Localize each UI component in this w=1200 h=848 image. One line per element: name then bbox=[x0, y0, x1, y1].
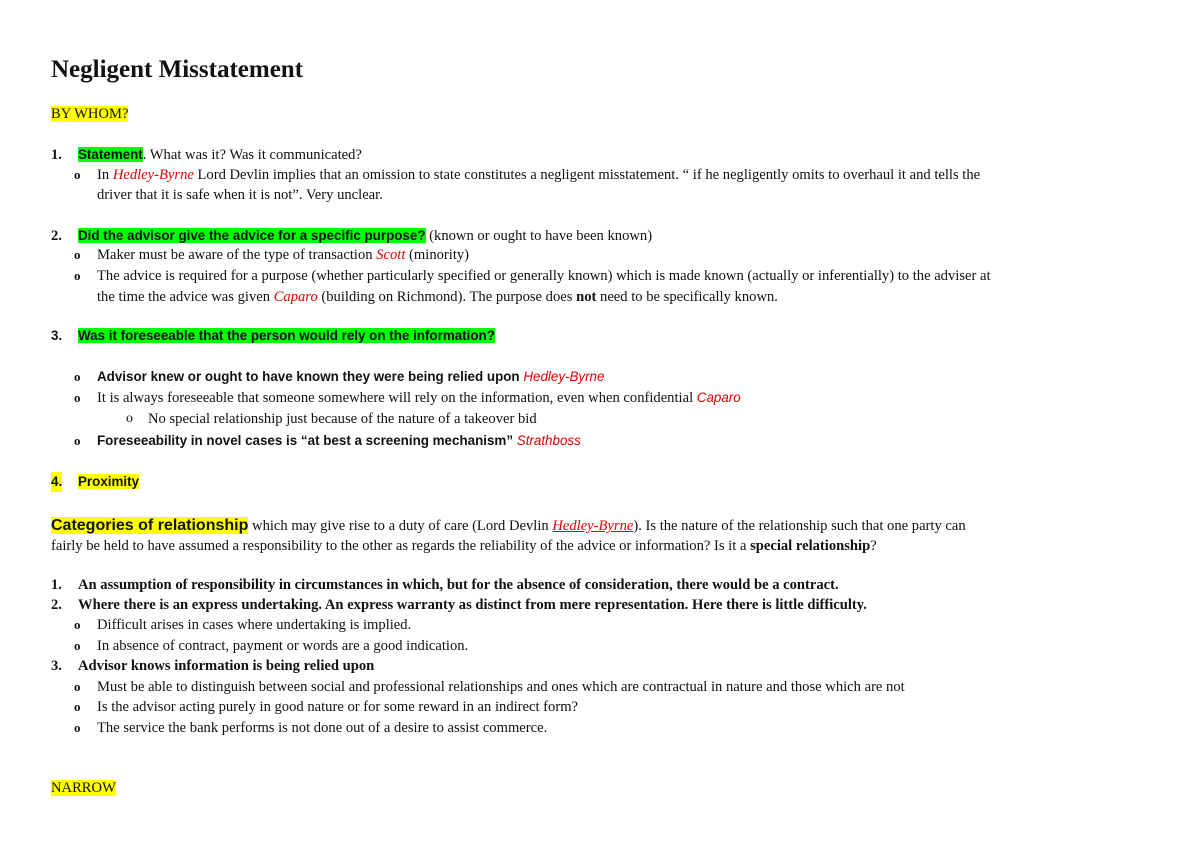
page-title: Negligent Misstatement bbox=[51, 56, 304, 83]
by-whom-highlight: BY WHOM? bbox=[51, 106, 129, 122]
bullet-icon: o bbox=[74, 679, 81, 694]
s2-bullet2-cont bbox=[97, 287, 778, 307]
categories-pre: which may give rise to a duty of care (Lord Devlin bbox=[248, 518, 553, 534]
s3-number: 3. bbox=[51, 328, 63, 343]
cat-item3-number: 3. bbox=[51, 658, 62, 674]
bullet-icon: o bbox=[74, 369, 81, 384]
s3-b1-text: Advisor knew or ought to have known they were being relied upon bbox=[97, 369, 524, 384]
case-hedley-byrne: Hedley-Byrne bbox=[112, 167, 194, 183]
cat-item2: Where there is an express undertaking. An express warranty as distinct from mere representation. Here there is little difficulty. bbox=[78, 597, 867, 613]
s4-line bbox=[78, 472, 139, 492]
case-hedley-byrne: Hedley-Byrne bbox=[523, 369, 605, 384]
case-caparo: Caparo bbox=[273, 289, 318, 305]
bullet-icon: o bbox=[74, 390, 81, 405]
s2-b1-post: (minority) bbox=[405, 247, 470, 263]
s1-bullet1 bbox=[97, 165, 980, 185]
s3-label: Was it foreseeable that the person would rely on the information? bbox=[78, 328, 495, 343]
s2-b2-post: need to be specifically known. bbox=[596, 289, 778, 305]
s3-bullet1 bbox=[97, 367, 604, 387]
case-caparo: Caparo bbox=[696, 390, 741, 405]
categories-post: ). Is the nature of the relationship such that one party can bbox=[633, 518, 966, 534]
s1-b1-pre: In bbox=[97, 167, 113, 183]
sub-bullet-icon: o bbox=[126, 411, 133, 426]
case-scott: Scott bbox=[376, 247, 406, 263]
s1-bullet1-cont: driver that it is safe when it is not”. Very unclear. bbox=[97, 187, 383, 203]
bullet-icon: o bbox=[74, 638, 81, 653]
s3-b2-text: It is always foreseeable that someone somewhere will rely on the information, even when confidential bbox=[97, 390, 697, 406]
s2-after: (known or ought to have been known) bbox=[425, 228, 653, 244]
s4-label: Proximity bbox=[78, 474, 140, 489]
cat-item1: An assumption of responsibility in circumstances in which, but for the absence of consideration, there would be a contract. bbox=[78, 577, 839, 593]
section-heading-by-whom bbox=[51, 104, 128, 124]
s3-sub-bullet: No special relationship just because of the nature of a takeover bid bbox=[148, 411, 537, 427]
categories-line2-post: ? bbox=[870, 538, 877, 554]
s4-number: 4. bbox=[51, 472, 62, 492]
bullet-icon: o bbox=[74, 699, 81, 714]
s3-bullet3 bbox=[97, 431, 581, 451]
categories-line2-bold: special relationship bbox=[750, 538, 871, 554]
narrow-highlight: NARROW bbox=[51, 780, 116, 796]
s2-bullet2: The advice is required for a purpose (whether particularly specified or generally known) which is made known (actually or inferentially) to the adviser at bbox=[97, 268, 991, 284]
categories-line2-pre: fairly be held to have assumed a responsibility to the other as regards the reliability of the advice or information? Is it a bbox=[51, 538, 751, 554]
s1-line bbox=[78, 145, 362, 165]
s3-b3-text: Foreseeability in novel cases is “at best a screening mechanism” bbox=[97, 433, 517, 448]
bullet-icon: o bbox=[74, 720, 81, 735]
cat-item3-bullet1: Must be able to distinguish between social and professional relationships and ones which are contractual in nature and those which are not bbox=[97, 679, 905, 695]
cat-item2-bullet1: Difficult arises in cases where undertaking is implied. bbox=[97, 617, 412, 633]
s2-b2-bold: not bbox=[576, 289, 597, 305]
s2-bullet1 bbox=[97, 245, 469, 265]
categories-line1 bbox=[51, 515, 966, 537]
cat-item3: Advisor knows information is being relied upon bbox=[78, 658, 375, 674]
bullet-icon: o bbox=[74, 617, 81, 632]
s1-after: . What was it? Was it communicated? bbox=[142, 147, 362, 163]
cat-item2-bullet2: In absence of contract, payment or words are a good indication. bbox=[97, 638, 469, 654]
s2-line bbox=[78, 226, 652, 246]
section-heading-narrow bbox=[51, 778, 116, 798]
s2-b1-pre: Maker must be aware of the type of transaction bbox=[97, 247, 377, 263]
s2-b2-pre: the time the advice was given bbox=[97, 289, 274, 305]
cat-item2-number: 2. bbox=[51, 597, 62, 613]
bullet-icon: o bbox=[74, 167, 81, 182]
cat-item3-bullet2: Is the advisor acting purely in good nature or for some reward in an indirect form? bbox=[97, 699, 579, 715]
categories-heading: Categories of relationship bbox=[51, 517, 249, 534]
s3-bullet2 bbox=[97, 388, 741, 408]
cat-item3-bullet3: The service the bank performs is not done out of a desire to assist commerce. bbox=[97, 720, 548, 736]
categories-line2 bbox=[51, 536, 877, 556]
bullet-icon: o bbox=[74, 433, 81, 448]
case-hedley-byrne: Hedley-Byrne bbox=[552, 518, 634, 534]
s3-line bbox=[78, 326, 495, 346]
cat-item1-number: 1. bbox=[51, 577, 62, 593]
s1-label: Statement bbox=[78, 147, 143, 162]
s1-b1-post: Lord Devlin implies that an omission to state constitutes a negligent misstatement. “ if he negligently omits to overhaul it and tells the bbox=[193, 167, 981, 183]
s2-b2-mid: (building on Richmond). The purpose does bbox=[317, 289, 577, 305]
s2-number: 2. bbox=[51, 228, 62, 244]
bullet-icon: o bbox=[74, 268, 81, 283]
s2-label: Did the advisor give the advice for a specific purpose? bbox=[78, 228, 426, 243]
s1-number: 1. bbox=[51, 147, 62, 163]
case-strathboss: Strathboss bbox=[516, 433, 581, 448]
bullet-icon: o bbox=[74, 247, 81, 262]
